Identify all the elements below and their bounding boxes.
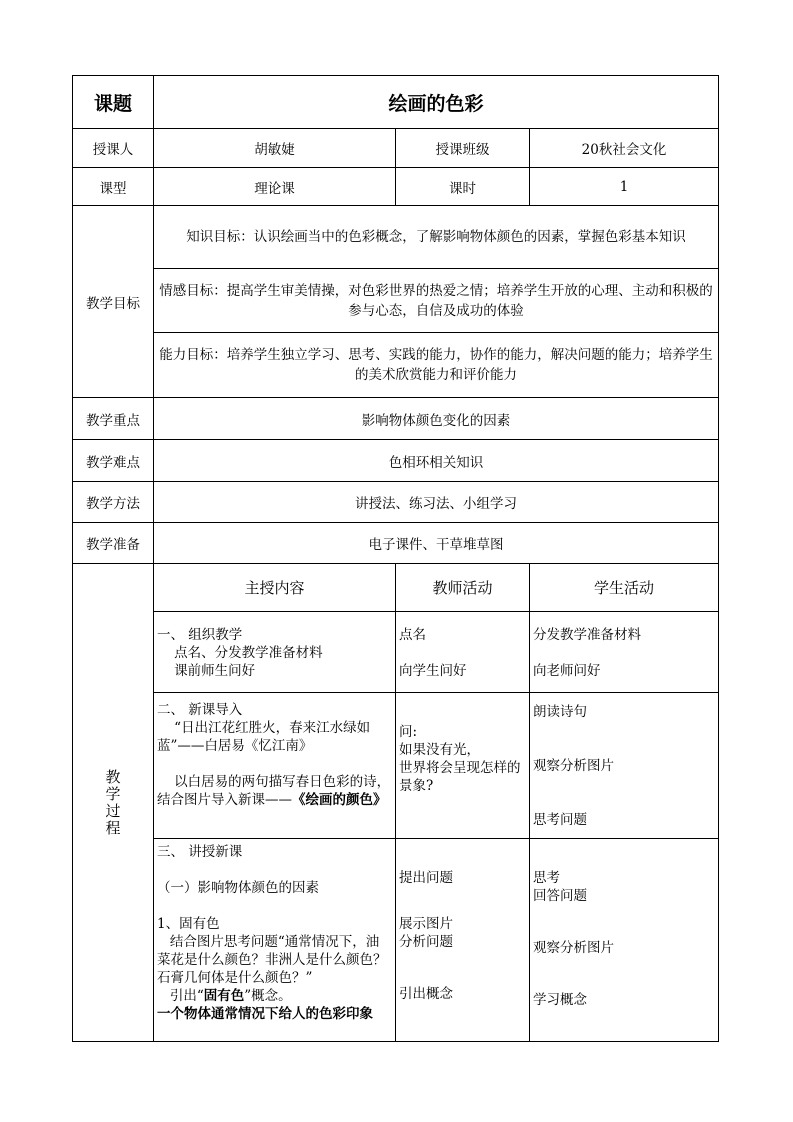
goal-emotion: 情感目标：提高学生审美情操，对色彩世界的热爱之情；培养学生开放的心理、主动和积极的参与心态，自信及成功的体验 <box>153 268 719 333</box>
text-line: 观察分析图片 <box>533 758 614 774</box>
text-line: 点名 <box>399 627 426 643</box>
header-student: 学生活动 <box>529 563 719 612</box>
hours-label: 课时 <box>395 167 530 206</box>
teacher-label: 授课人 <box>72 128 154 168</box>
class-label: 授课班级 <box>395 128 530 168</box>
text-line: 思考问题 <box>533 812 587 828</box>
text-line: 引出概念 <box>399 986 453 1002</box>
text-line: 如果没有光， <box>399 742 480 758</box>
text-line: 观察分析图片 <box>533 940 614 956</box>
text-line: 分发教学准备材料 <box>533 627 641 643</box>
hours-value: 1 <box>529 167 719 206</box>
method-value: 讲授法、练习法、小组学习 <box>153 481 719 523</box>
text: 以白居易的两句描写春日色彩的诗，结合图片导入新课—— <box>157 774 391 808</box>
header-content: 主授内容 <box>153 563 396 612</box>
bold-text: 固有色 <box>203 988 245 1004</box>
text-line: 提出问题 <box>399 870 453 886</box>
method-label: 教学方法 <box>72 481 154 523</box>
goal-knowledge: 知识目标：认识绘画当中的色彩概念，了解影响物体颜色的因素，掌握色彩基本知识 <box>153 205 719 269</box>
text-line: 向学生问好 <box>399 663 467 679</box>
text-line <box>157 987 392 1005</box>
type-value: 理论课 <box>153 167 396 206</box>
text-line: 世界将会呈现怎样的景象? <box>399 760 521 794</box>
text-line: 二、 新课导入 <box>157 702 243 718</box>
text-line: 思考 <box>533 870 560 886</box>
text-line: 朗读诗句 <box>533 704 587 720</box>
definition-text: 一个物体通常情况下给人的色彩印象 <box>157 1006 373 1022</box>
text: 引出“ <box>157 988 204 1004</box>
text-line: 三、 讲授新课 <box>157 844 243 860</box>
text-line: 课前师生问好 <box>157 663 256 679</box>
lesson-title: 绘画的色彩 <box>153 75 719 129</box>
text-line: 结合图片思考问题“通常情况下，油菜花是什么颜色？非洲人是什么颜色？石膏几何体是什么颜色？” <box>157 934 387 986</box>
difficult-value: 色相环相关知识 <box>153 439 719 482</box>
step3-student <box>529 838 719 1042</box>
prep-label: 教学准备 <box>72 522 154 564</box>
header-teacher: 教师活动 <box>395 563 530 612</box>
key-value: 影响物体颜色变化的因素 <box>153 397 719 440</box>
goal-ability: 能力目标：培养学生独立学习、思考、实践的能力，协作的能力，解决问题的能力；培养学生的美术欣赏能力和评价能力 <box>153 332 719 398</box>
bold-text: 《绘画的颜色》 <box>292 792 387 808</box>
step2-teacher <box>395 692 530 839</box>
text-line: “日出江花红胜火，春来江水绿如蓝”——白居易《忆江南》 <box>157 720 371 754</box>
title-label: 课题 <box>72 75 154 129</box>
step3-teacher <box>395 838 530 1042</box>
goals-label: 教学目标 <box>72 205 154 398</box>
step1-teacher <box>395 611 530 693</box>
step3-content <box>153 838 396 1042</box>
teacher-value: 胡敏婕 <box>153 128 396 168</box>
key-label: 教学重点 <box>72 397 154 440</box>
text-line: 回答问题 <box>533 888 587 904</box>
text-line: 展示图片 <box>399 916 453 932</box>
class-value: 20秋社会文化 <box>529 128 719 168</box>
text-line <box>157 773 392 809</box>
text-line: 1、固有色 <box>157 916 220 932</box>
text-line: （一）影响物体颜色的因素 <box>157 880 319 896</box>
prep-value: 电子课件、干草堆草图 <box>153 522 719 564</box>
text-line: 分析问题 <box>399 934 453 950</box>
text-line: 学习概念 <box>533 992 587 1008</box>
step1-student <box>529 611 719 693</box>
step2-content <box>153 692 396 839</box>
type-label: 课型 <box>72 167 154 206</box>
step2-student <box>529 692 719 839</box>
text-line: 一、 组织教学 <box>157 627 243 643</box>
process-label: 教学过程 <box>72 563 154 1042</box>
text-line: 点名、分发教学准备材料 <box>157 645 323 661</box>
difficult-label: 教学难点 <box>72 439 154 482</box>
step1-content <box>153 611 396 693</box>
text-line: 问: <box>399 724 418 740</box>
text-line: 向老师问好 <box>533 663 601 679</box>
text: ”概念。 <box>244 988 292 1004</box>
